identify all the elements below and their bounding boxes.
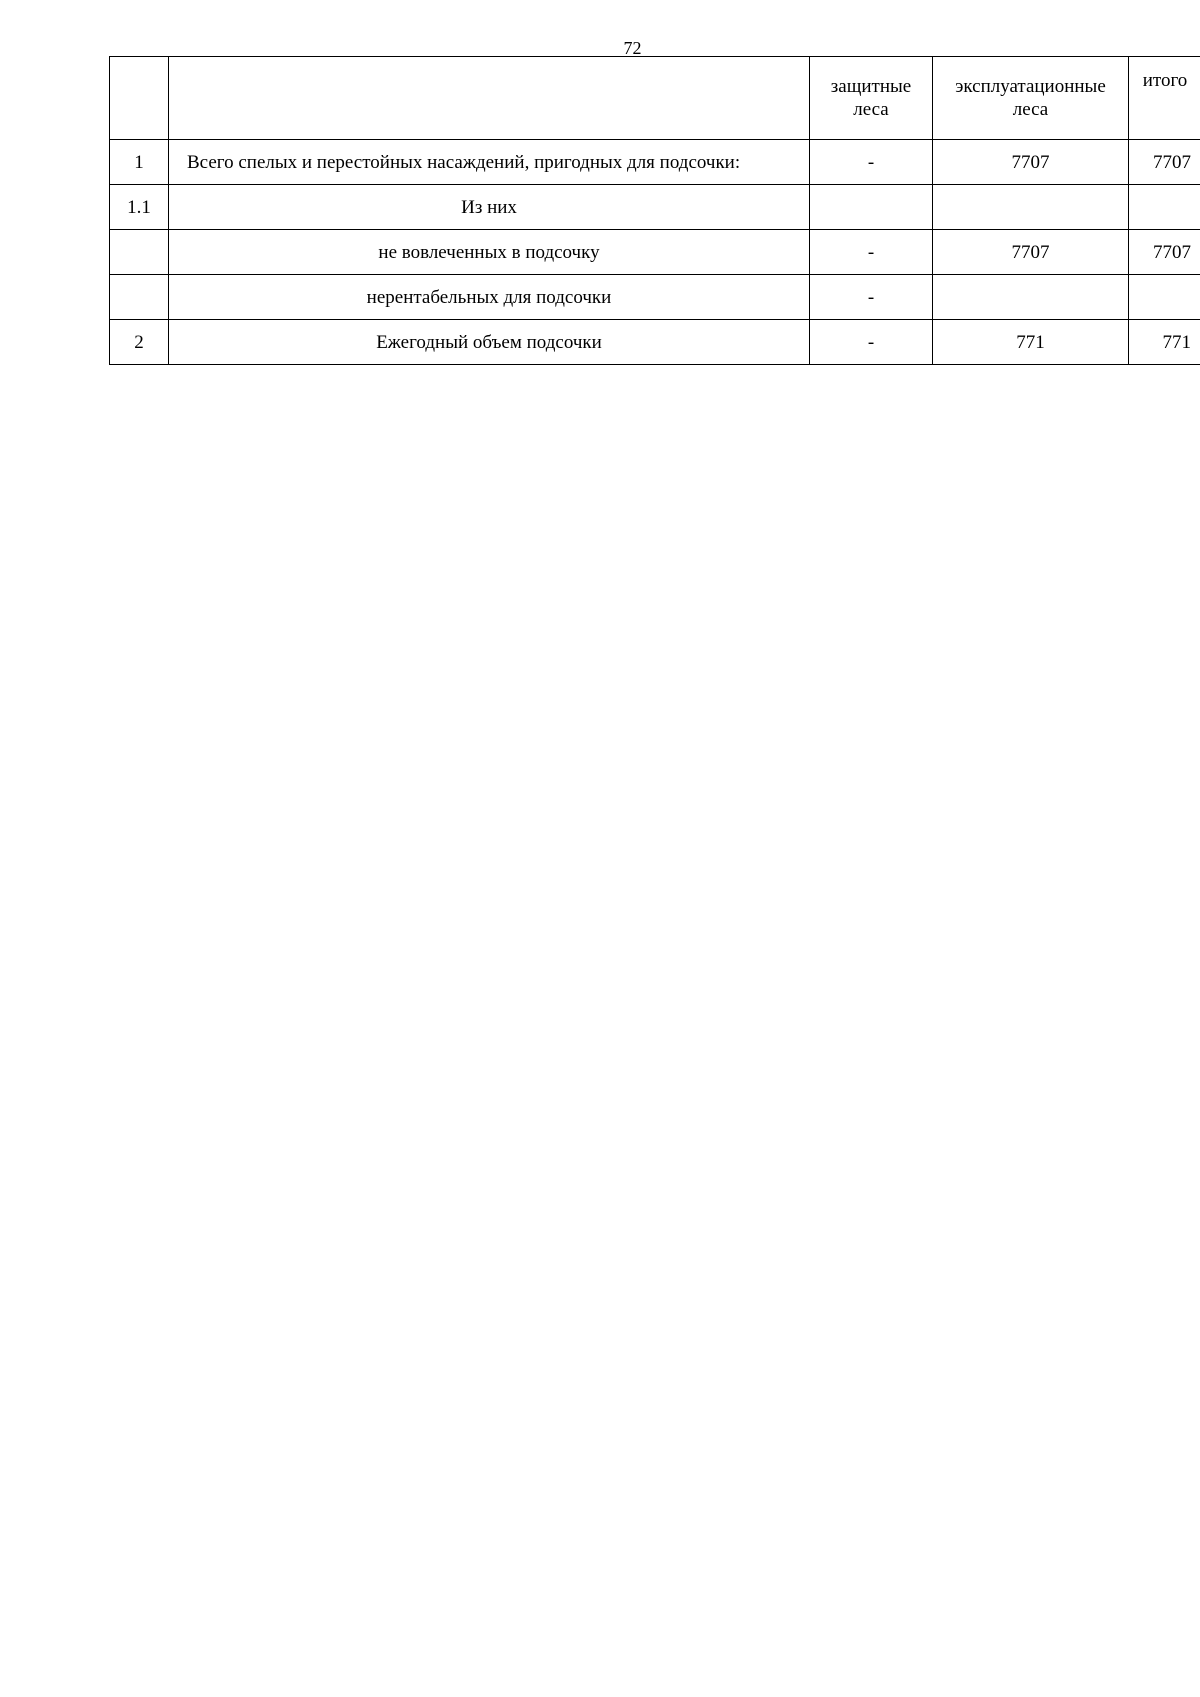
row-num-cell: 1 [110,140,169,185]
row-exploitation-cell: 771 [933,320,1129,365]
row-total-cell [1129,275,1200,320]
row-name-cell: Из них [169,185,810,230]
header-name-cell [169,57,810,140]
row-num-cell: 1.1 [110,185,169,230]
table-row [110,275,1200,320]
row-name-cell: нерентабельных для подсочки [169,275,810,320]
row-num-cell [110,275,169,320]
table-header-row [110,57,1200,140]
row-protective-cell: - [810,320,933,365]
row-total-cell [1129,185,1200,230]
row-protective-cell: - [810,140,933,185]
row-total-cell: 7707 [1129,230,1200,275]
row-num-cell: 2 [110,320,169,365]
row-exploitation-cell: 7707 [933,230,1129,275]
table-row [110,140,1200,185]
table-row [110,320,1200,365]
row-protective-cell: - [810,275,933,320]
table-row [110,230,1200,275]
row-exploitation-cell [933,275,1129,320]
header-total: итого [1129,57,1200,140]
table-row [110,185,1200,230]
row-name-cell: Ежегодный объем подсочки [169,320,810,365]
row-total-cell: 771 [1129,320,1200,365]
page-number: 72 [623,38,642,58]
row-protective-cell: - [810,230,933,275]
header-protective-forests: защитные леса [810,57,933,140]
row-name-cell: не вовлеченных в подсочку [169,230,810,275]
row-protective-cell [810,185,933,230]
row-exploitation-cell [933,185,1129,230]
row-num-cell [110,230,169,275]
row-total-cell: 7707 [1129,140,1200,185]
header-num-cell [110,57,169,140]
row-exploitation-cell: 7707 [933,140,1129,185]
header-exploitation-forests: эксплуатационные леса [933,57,1129,140]
row-name-cell: Всего спелых и перестойных насаждений, пригодных для подсочки: [169,140,810,185]
data-table [109,56,1200,365]
